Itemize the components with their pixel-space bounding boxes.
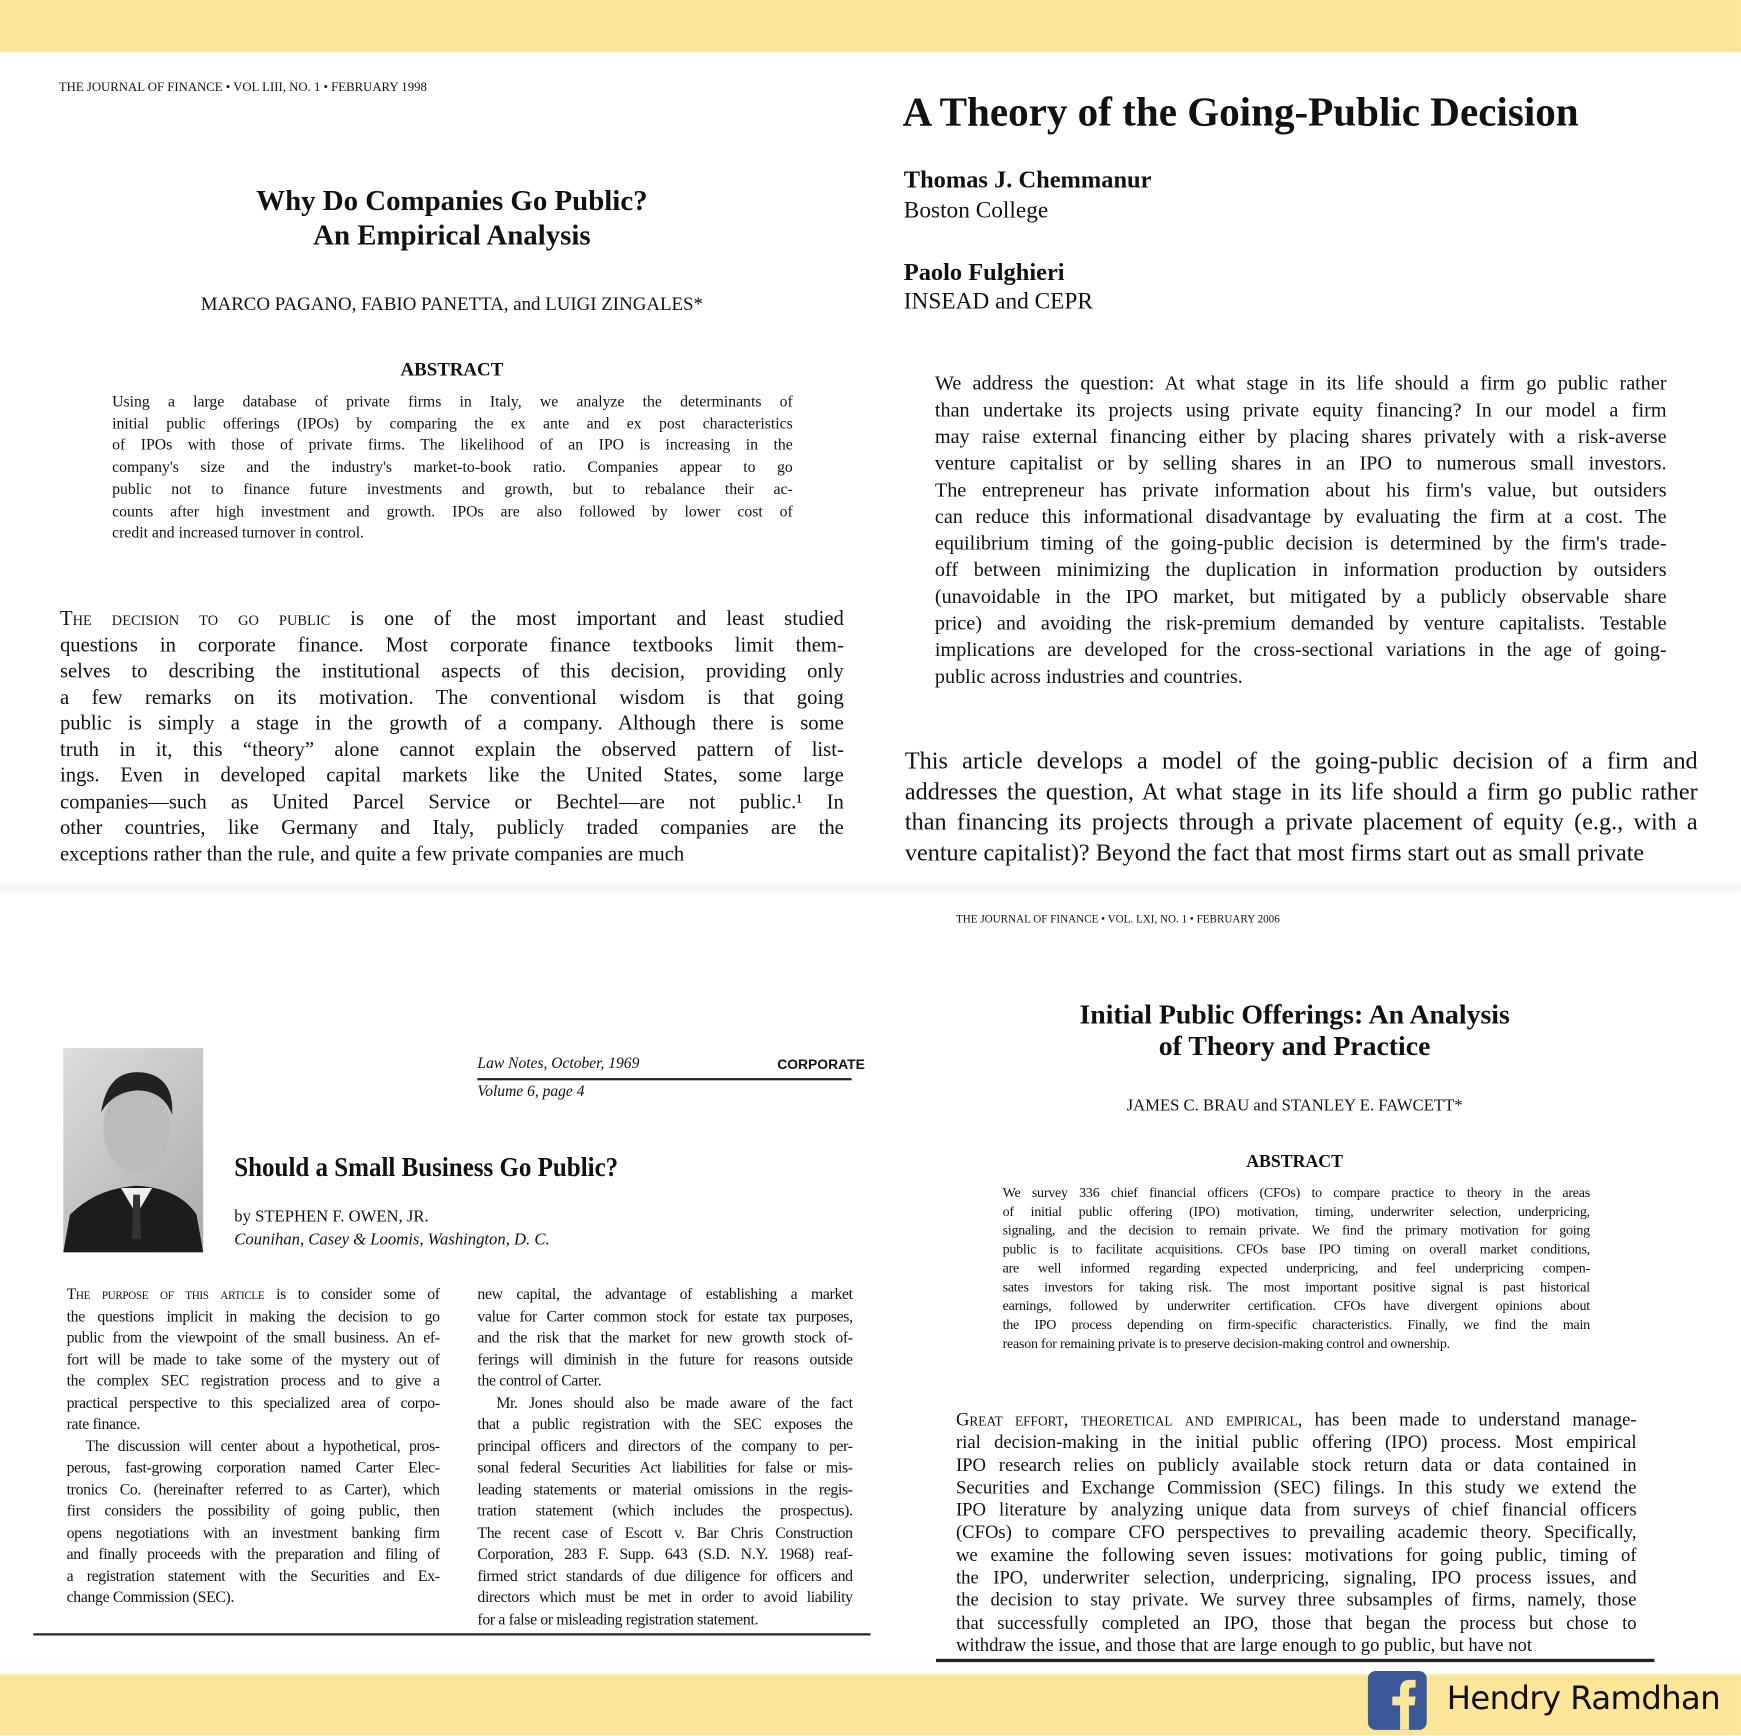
text-line: the decision to stay private. We survey three subsamples of firms, namely, those xyxy=(955,1589,1637,1611)
text-line: ferings will diminish in the future for reasons outside xyxy=(477,1350,853,1369)
text-line: company's size and the industry's market-to-book ratio. Companies appear to go xyxy=(112,458,793,477)
text-line: rial decision-making in the initial public offering (IPO) process. Most empirical xyxy=(955,1431,1637,1453)
text-line: other countries, like Germany and Italy, publicly traded companies are the xyxy=(59,816,844,840)
text-line: the IPO process depending on firm-specific characteristics. Finally, we find the main xyxy=(1002,1316,1590,1333)
journal-header: THE JOURNAL OF FINANCE • VOL. LXI, NO. 1 • FEBRUARY 2006 xyxy=(955,913,1280,926)
text-line: questions in corporate finance. Most corporate finance textbooks limit them- xyxy=(59,633,844,657)
rule xyxy=(936,1659,1654,1662)
text-line: public is to facilitate acquisitions. CFOs base IPO timing on overall market conditions, xyxy=(1002,1241,1590,1257)
text-line: for a false or misleading registration statement. xyxy=(477,1610,759,1629)
rule xyxy=(33,1633,870,1635)
text-line: principal officers and directors of the company to per- xyxy=(477,1437,853,1456)
text-line: leading statements or material omissions in the regis- xyxy=(477,1480,853,1499)
authors: MARCO PAGANO, FABIO PANETTA, and LUIGI ZINGALES* xyxy=(200,293,703,315)
text-line: we examine the following seven issues: motivations for going public, timing of xyxy=(955,1544,1637,1566)
text-line: We survey 336 chief financial officers (CFOs) to compare practice to theory in the areas xyxy=(1002,1184,1590,1201)
text-line xyxy=(67,1285,440,1307)
text-line: the questions implicit in making the decision to go xyxy=(66,1307,440,1326)
top-band xyxy=(0,0,1741,52)
text-line: companies—such as United Parcel Service or Bechtel—are not public.¹ In xyxy=(59,789,844,814)
text-line: price) and avoiding the risk-premium demanded by venture capitalists. Testable xyxy=(934,611,1667,634)
text-line: and the risk that the market for new growth stock of- xyxy=(477,1329,853,1347)
text-line: Mr. Jones should also be made aware of the fact xyxy=(496,1393,853,1412)
text-line: the control of Carter. xyxy=(477,1372,602,1391)
text-line: equilibrium timing of the going-public decision is determined by the firm's trade- xyxy=(934,531,1667,555)
text-line: reason for remaining private is to preserve decision-making control and ownership. xyxy=(1002,1335,1450,1352)
text-line: firmed strict standards of due diligence for officers and xyxy=(477,1567,853,1585)
paper-title xyxy=(119,183,785,252)
text-line xyxy=(956,1409,1637,1432)
text-line: Corporation, 283 F. Supp. 643 (S.D. N.Y. 1968) reaf- xyxy=(477,1545,853,1564)
text-line: that a public registration with the SEC exposes the xyxy=(477,1415,853,1434)
author-affiliation: INSEAD and CEPR xyxy=(903,287,1093,315)
text-line: value for Carter common stock for estate tax purposes, xyxy=(477,1307,853,1326)
body-text xyxy=(956,1409,1637,1657)
author-photo xyxy=(63,1048,203,1252)
text-line: credit and increased turnover in control. xyxy=(112,524,365,543)
source: Law Notes, October, 1969 xyxy=(477,1055,640,1073)
abstract xyxy=(1003,1184,1590,1354)
abstract xyxy=(112,392,793,545)
text-line: (unavoidable in the IPO market, but mitigated by a publicly observable share xyxy=(934,585,1667,608)
abstract xyxy=(935,370,1667,690)
text-line: ings. Even in developed capital markets like the United States, some large xyxy=(59,763,844,788)
text-line: exceptions rather than the rule, and quite a few private companies are much xyxy=(59,842,685,866)
rule xyxy=(477,1078,851,1080)
abstract-heading: ABSTRACT xyxy=(1246,1152,1343,1172)
text-line: withdraw the issue, and those that are large enough to go public, but have not xyxy=(955,1634,1533,1656)
text-line: rate finance. xyxy=(66,1415,141,1434)
text-line: public is simply a stage in the growth of a company. Although there is some xyxy=(59,711,844,736)
portrait-image xyxy=(63,1048,203,1252)
text-line: IPO literature by analyzing unique data from surveys of chief financial officers xyxy=(955,1499,1637,1521)
text-line: sates investors for taking risk. The most important positive signal is past historical xyxy=(1002,1279,1590,1295)
text-line: counts after high investment and growth. IPOs are also followed by lower cost of xyxy=(112,502,793,521)
text-line: We address the question: At what stage in its life should a firm go public rather xyxy=(934,371,1667,395)
text-line: addresses the question, At what stage in its life should a firm go public rather xyxy=(904,777,1698,805)
facebook-icon[interactable] xyxy=(1368,1671,1427,1730)
text-line: implications are developed for the cross-sectional variations in the age of going- xyxy=(934,638,1667,661)
text-line: Using a large database of private firms in Italy, we analyze the determinants of xyxy=(112,393,793,411)
text-line: than financing its projects through a private placement of equity (e.g., with a xyxy=(904,808,1698,836)
text-line: directors which must be met in order to avoid liability xyxy=(477,1588,853,1607)
paper-title xyxy=(962,1000,1628,1062)
title-line: of Theory and Practice xyxy=(1158,1031,1431,1062)
title-line: Why Do Companies Go Public? xyxy=(256,184,648,217)
section-label: CORPORATE xyxy=(777,1057,865,1073)
author-affiliation: Boston College xyxy=(903,196,1049,224)
volume: Volume 6, page 4 xyxy=(477,1083,585,1101)
text-line: a few remarks on its motivation. The conventional wisdom is that going xyxy=(59,685,844,709)
line-text: has been made to understand manage- xyxy=(1302,1408,1637,1431)
text-line: (CFOs) to compare CFO perspectives to prevailing academic theory. Specifically, xyxy=(955,1521,1637,1543)
text-line: practical perspective to this specialized area of corpo- xyxy=(66,1393,440,1412)
firm: Counihan, Casey & Loomis, Washington, D. C. xyxy=(234,1231,550,1250)
text-line: of initial public offering (IPO) motivation, timing, underwriter selection, underpricing, xyxy=(1002,1203,1590,1220)
author-name: Paolo Fulghieri xyxy=(903,257,1065,286)
body-text xyxy=(905,746,1698,869)
text-line: public from the viewpoint of the small business. An ef- xyxy=(66,1329,440,1347)
text-line: truth in it, this “theory” alone cannot explain the observed pattern of list- xyxy=(59,737,844,762)
author-name: Hendry Ramdhan xyxy=(1446,1678,1721,1717)
text-line: public not to finance future investments and growth, but to rebalance their ac- xyxy=(112,480,793,499)
text-line: tration statement (which includes the prospectus). xyxy=(477,1502,853,1521)
paper-title: A Theory of the Going-Public Decision xyxy=(902,89,1579,136)
text-line: can reduce this informational disadvantage by evaluating the firm at a cost. The xyxy=(934,505,1667,528)
title-line: An Empirical Analysis xyxy=(313,218,591,251)
text-line: initial public offerings (IPOs) by comparing the ex ante and ex post characteristics xyxy=(112,414,793,433)
text-line: IPO research relies on publicly available stock return data or data contained in xyxy=(955,1454,1637,1476)
text-line: a registration statement with the Securities and Ex- xyxy=(66,1567,440,1585)
text-line: are well informed regarding expected underpricing, and feel underpricing compen- xyxy=(1002,1260,1590,1276)
text-line: change Commission (SEC). xyxy=(66,1588,235,1607)
text-line: the IPO, underwriter selection, underpricing, signaling, IPO process issues, and xyxy=(955,1566,1637,1588)
lead-in: The purpose of this article xyxy=(66,1285,265,1304)
divider xyxy=(0,879,1741,895)
text-line: that successfully completed an IPO, those that began the process but chose to xyxy=(955,1611,1637,1633)
journal-header: THE JOURNAL OF FINANCE • VOL LIII, NO. 1 • FEBRUARY 1998 xyxy=(58,81,427,95)
paper-title: Should a Small Business Go Public? xyxy=(234,1152,619,1183)
text-line: perous, fast-growing corporation named Carter Elec- xyxy=(66,1458,440,1477)
lead-in: Great effort, theoretical and empirical, xyxy=(955,1408,1303,1431)
text-line: sonal federal Securities Act liabilities for false or mis- xyxy=(477,1458,853,1477)
lead-in: The decision to go public xyxy=(59,607,331,631)
text-line: of IPOs with those of private firms. The likelihood of an IPO is increasing in the xyxy=(112,436,793,455)
text-line: and finally proceeds with the preparation and filing of xyxy=(66,1545,440,1564)
text-line: than undertake its projects using private equity financing? In our model a firm xyxy=(934,398,1667,421)
text-line: new capital, the advantage of establishing a market xyxy=(477,1285,853,1304)
right-column xyxy=(477,1285,852,1631)
text-line: signaling, and the decision to remain private. We find the primary motivation for going xyxy=(1002,1222,1590,1238)
text-line: public across industries and countries. xyxy=(934,665,1243,688)
text-line: venture capitalist or by selling shares in an IPO to numerous small investors. xyxy=(934,451,1667,475)
text-line: selves to describing the institutional aspects of this decision, providing only xyxy=(59,659,844,683)
text-line: Securities and Exchange Commission (SEC) filings. In this study we extend the xyxy=(955,1476,1637,1498)
line-text: is one of the most important and least studied xyxy=(330,607,844,631)
text-line: first considers the possibility of going public, then xyxy=(66,1502,440,1521)
text-line: may raise external financing either by placing shares privately with a risk-averse xyxy=(934,425,1667,448)
text-line: venture capitalist)? Beyond the fact that most firms start out as small private xyxy=(904,839,1645,867)
text-line: The recent case of Escott v. Bar Chris Construction xyxy=(477,1523,853,1542)
text-line: This article develops a model of the going-public decision of a firm and xyxy=(904,747,1698,774)
author-name: Thomas J. Chemmanur xyxy=(903,165,1152,194)
text-line: earnings, followed by underwriter certification. CFOs have divergent opinions about xyxy=(1002,1297,1590,1314)
body-text xyxy=(60,606,844,867)
line-text: is to consider some of xyxy=(264,1285,440,1304)
text-line: opens negotiations with an investment banking firm xyxy=(66,1523,440,1542)
authors: JAMES C. BRAU and STANLEY E. FAWCETT* xyxy=(1126,1096,1463,1115)
byline: by STEPHEN F. OWEN, JR. xyxy=(234,1208,429,1226)
title-line: Initial Public Offerings: An Analysis xyxy=(1079,1000,1510,1031)
text-line: The entrepreneur has private information about his firm's value, but outsiders xyxy=(934,478,1667,501)
text-line xyxy=(60,606,844,632)
text-line: The discussion will center about a hypothetical, pros- xyxy=(85,1437,440,1456)
text-line: off between minimizing the duplication in information production by outsiders xyxy=(934,558,1667,581)
text-line: the complex SEC registration process and to give a xyxy=(66,1372,440,1391)
text-line: tronics Co. (hereinafter referred to as Carter), which xyxy=(66,1480,440,1499)
text-line: fort will be made to take some of the mystery out of xyxy=(66,1350,440,1369)
left-column xyxy=(67,1285,440,1610)
abstract-heading: ABSTRACT xyxy=(400,358,504,380)
